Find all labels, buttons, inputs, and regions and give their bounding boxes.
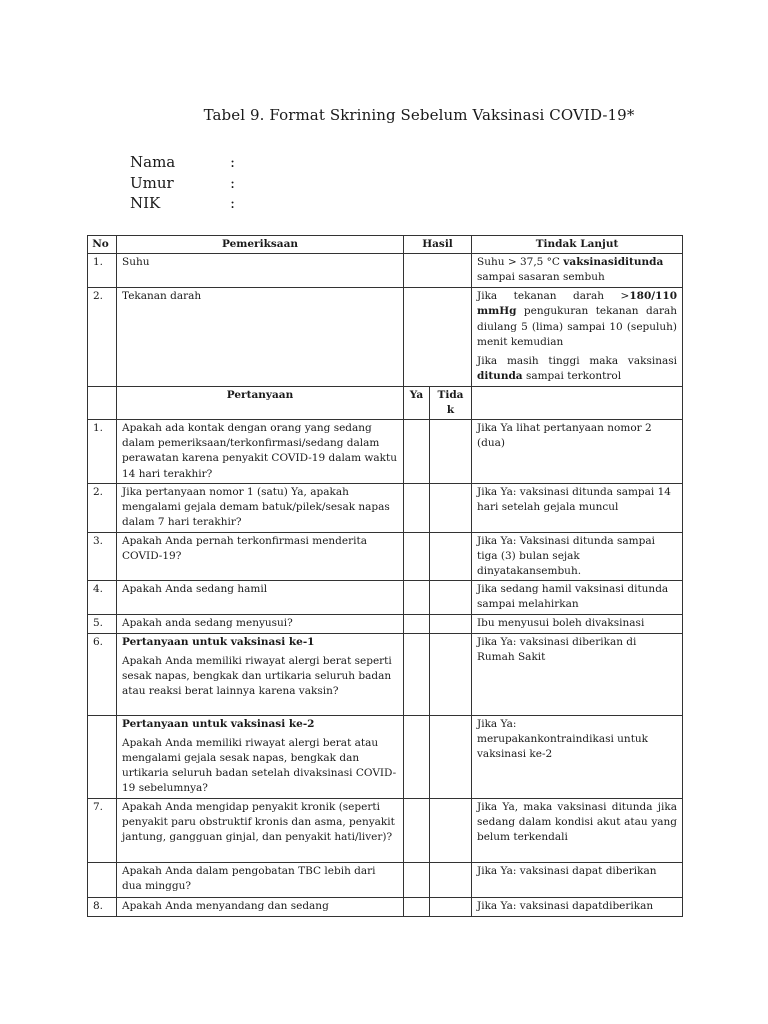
follow-up-cell: Suhu > 37,5 °C vaksinasiditunda sampai sasaran sembuh	[472, 254, 683, 288]
header-no: No	[88, 236, 117, 254]
row-number: 7.	[88, 798, 117, 862]
identity-separator: :	[230, 153, 236, 171]
question-text: Apakah ada kontak dengan orang yang sedang dalam pemeriksaan/terkonfirmasi/sedang dalam perawatan karena penyakit COVID-19 dalam waktu 14 hari terakhir?	[117, 419, 404, 483]
answer-tidak-cell[interactable]	[430, 715, 472, 798]
answer-tidak-cell[interactable]	[430, 614, 472, 633]
table-row	[88, 897, 683, 916]
question-header-row	[88, 386, 683, 419]
table-row	[88, 254, 683, 288]
identity-label: NIK	[130, 194, 161, 212]
page-title: Tabel 9. Format Skrining Sebelum Vaksinasi COVID-19*	[203, 106, 635, 124]
follow-up-cell: Ibu menyusui boleh divaksinasi	[472, 614, 683, 633]
table-row	[88, 581, 683, 614]
answer-tidak-cell[interactable]	[430, 419, 472, 483]
question-heading: Pertanyaan untuk vaksinasi ke-1	[122, 635, 315, 648]
header-pemeriksaan: Pemeriksaan	[117, 236, 404, 254]
follow-up-cell: Jika Ya lihat pertanyaan nomor 2 (dua)	[472, 419, 683, 483]
row-number: 2.	[88, 483, 117, 532]
table-row	[88, 633, 683, 715]
header-pertanyaan: Pertanyaan	[117, 386, 404, 419]
table-row	[88, 419, 683, 483]
follow-up-cell: Jika Ya, maka vaksinasi ditunda jika sedang dalam kondisi akut atau yang belum terkendali	[472, 798, 683, 862]
identity-label: Umur	[130, 173, 174, 192]
identity-label: Nama	[130, 153, 176, 171]
table-header-row	[88, 236, 683, 254]
question-text: Apakah Anda menyandang dan sedang	[117, 897, 404, 916]
row-number	[88, 715, 117, 798]
follow-up-cell: Jika sedang hamil vaksinasi ditunda sampai melahirkan	[472, 581, 683, 614]
question-text: Apakah Anda memiliki riwayat alergi berat seperti sesak napas, bengkak dan urtikaria seluruh badan atau reaksi berat lainnya karena vaksin?	[122, 654, 392, 698]
result-cell[interactable]	[404, 254, 472, 288]
row-number: 1.	[88, 419, 117, 483]
identity-row-nama	[130, 152, 235, 173]
row-number: 3.	[88, 532, 117, 581]
follow-up-cell: Jika Ya: Vaksinasi ditunda sampai tiga (3) bulan sejak dinyatakansembuh.	[472, 532, 683, 581]
question-cell	[117, 633, 404, 715]
answer-ya-cell[interactable]	[404, 614, 430, 633]
follow-up-cell: Jika Ya: vaksinasi dapatdiberikan	[472, 897, 683, 916]
follow-up-cell: Jika Ya: vaksinasi diberikan di Rumah Sakit	[472, 633, 683, 715]
follow-up-cell: Jika tekanan darah >180/110 mmHg pengukuran tekanan darah diulang 5 (lima) sampai 10 (sepuluh) menit kemudian Jika masih tinggi maka vaksinasi ditunda sampai terkontrol	[472, 288, 683, 386]
row-number: 1.	[88, 254, 117, 288]
question-text: Apakah anda sedang menyusui?	[117, 614, 404, 633]
identity-separator: :	[230, 173, 236, 192]
row-number: 6.	[88, 633, 117, 715]
answer-ya-cell[interactable]	[404, 862, 430, 897]
table-row	[88, 614, 683, 633]
exam-item: Suhu	[117, 254, 404, 288]
header-hasil: Hasil	[404, 236, 472, 254]
answer-ya-cell[interactable]	[404, 419, 430, 483]
question-text: Apakah Anda dalam pengobatan TBC lebih dari dua minggu?	[117, 862, 404, 897]
answer-ya-cell[interactable]	[404, 715, 430, 798]
answer-tidak-cell[interactable]	[430, 897, 472, 916]
result-cell[interactable]	[404, 288, 472, 386]
screening-table	[87, 235, 683, 917]
follow-up-cell: Jika Ya: merupakankontraindikasi untuk vaksinasi ke-2	[472, 715, 683, 798]
question-text: Apakah Anda memiliki riwayat alergi berat atau mengalami gejala sesak napas, bengkak dan urtikaria seluruh badan setelah divaksinasi COVID-19 sebelumnya?	[122, 736, 397, 795]
header-ya: Ya	[404, 386, 430, 419]
answer-ya-cell[interactable]	[404, 897, 430, 916]
question-cell	[117, 715, 404, 798]
question-text: Apakah Anda pernah terkonfirmasi menderita COVID-19?	[117, 532, 404, 581]
answer-tidak-cell[interactable]	[430, 798, 472, 862]
table-row	[88, 483, 683, 532]
row-number: 8.	[88, 897, 117, 916]
answer-tidak-cell[interactable]	[430, 581, 472, 614]
identity-separator: :	[230, 194, 236, 212]
answer-tidak-cell[interactable]	[430, 483, 472, 532]
identity-fields	[130, 152, 235, 214]
follow-up-cell: Jika Ya: vaksinasi ditunda sampai 14 hari setelah gejala muncul	[472, 483, 683, 532]
question-text: Jika pertanyaan nomor 1 (satu) Ya, apakah mengalami gejala demam batuk/pilek/sesak napas dalam 7 hari terakhir?	[117, 483, 404, 532]
identity-row-umur	[130, 173, 235, 194]
question-heading: Pertanyaan untuk vaksinasi ke-2	[122, 717, 315, 730]
row-number: 4.	[88, 581, 117, 614]
table-row	[88, 798, 683, 862]
answer-tidak-cell[interactable]	[430, 532, 472, 581]
answer-ya-cell[interactable]	[404, 581, 430, 614]
question-text: Apakah Anda mengidap penyakit kronik (seperti penyakit paru obstruktif kronis dan asma, penyakit jantung, gangguan ginjal, dan penyakit hati/liver)?	[117, 798, 404, 862]
identity-row-nik	[130, 193, 235, 214]
table-row	[88, 862, 683, 897]
header-tidak: Tidak	[430, 386, 472, 419]
answer-tidak-cell[interactable]	[430, 862, 472, 897]
answer-ya-cell[interactable]	[404, 633, 430, 715]
follow-up-cell: Jika Ya: vaksinasi dapat diberikan	[472, 862, 683, 897]
table-row	[88, 715, 683, 798]
table-row	[88, 288, 683, 386]
answer-ya-cell[interactable]	[404, 483, 430, 532]
answer-tidak-cell[interactable]	[430, 633, 472, 715]
row-number: 5.	[88, 614, 117, 633]
header-tindak-lanjut: Tindak Lanjut	[472, 236, 683, 254]
table-row	[88, 532, 683, 581]
row-number: 2.	[88, 288, 117, 386]
exam-item: Tekanan darah	[117, 288, 404, 386]
answer-ya-cell[interactable]	[404, 532, 430, 581]
row-number	[88, 862, 117, 897]
question-text: Apakah Anda sedang hamil	[117, 581, 404, 614]
answer-ya-cell[interactable]	[404, 798, 430, 862]
